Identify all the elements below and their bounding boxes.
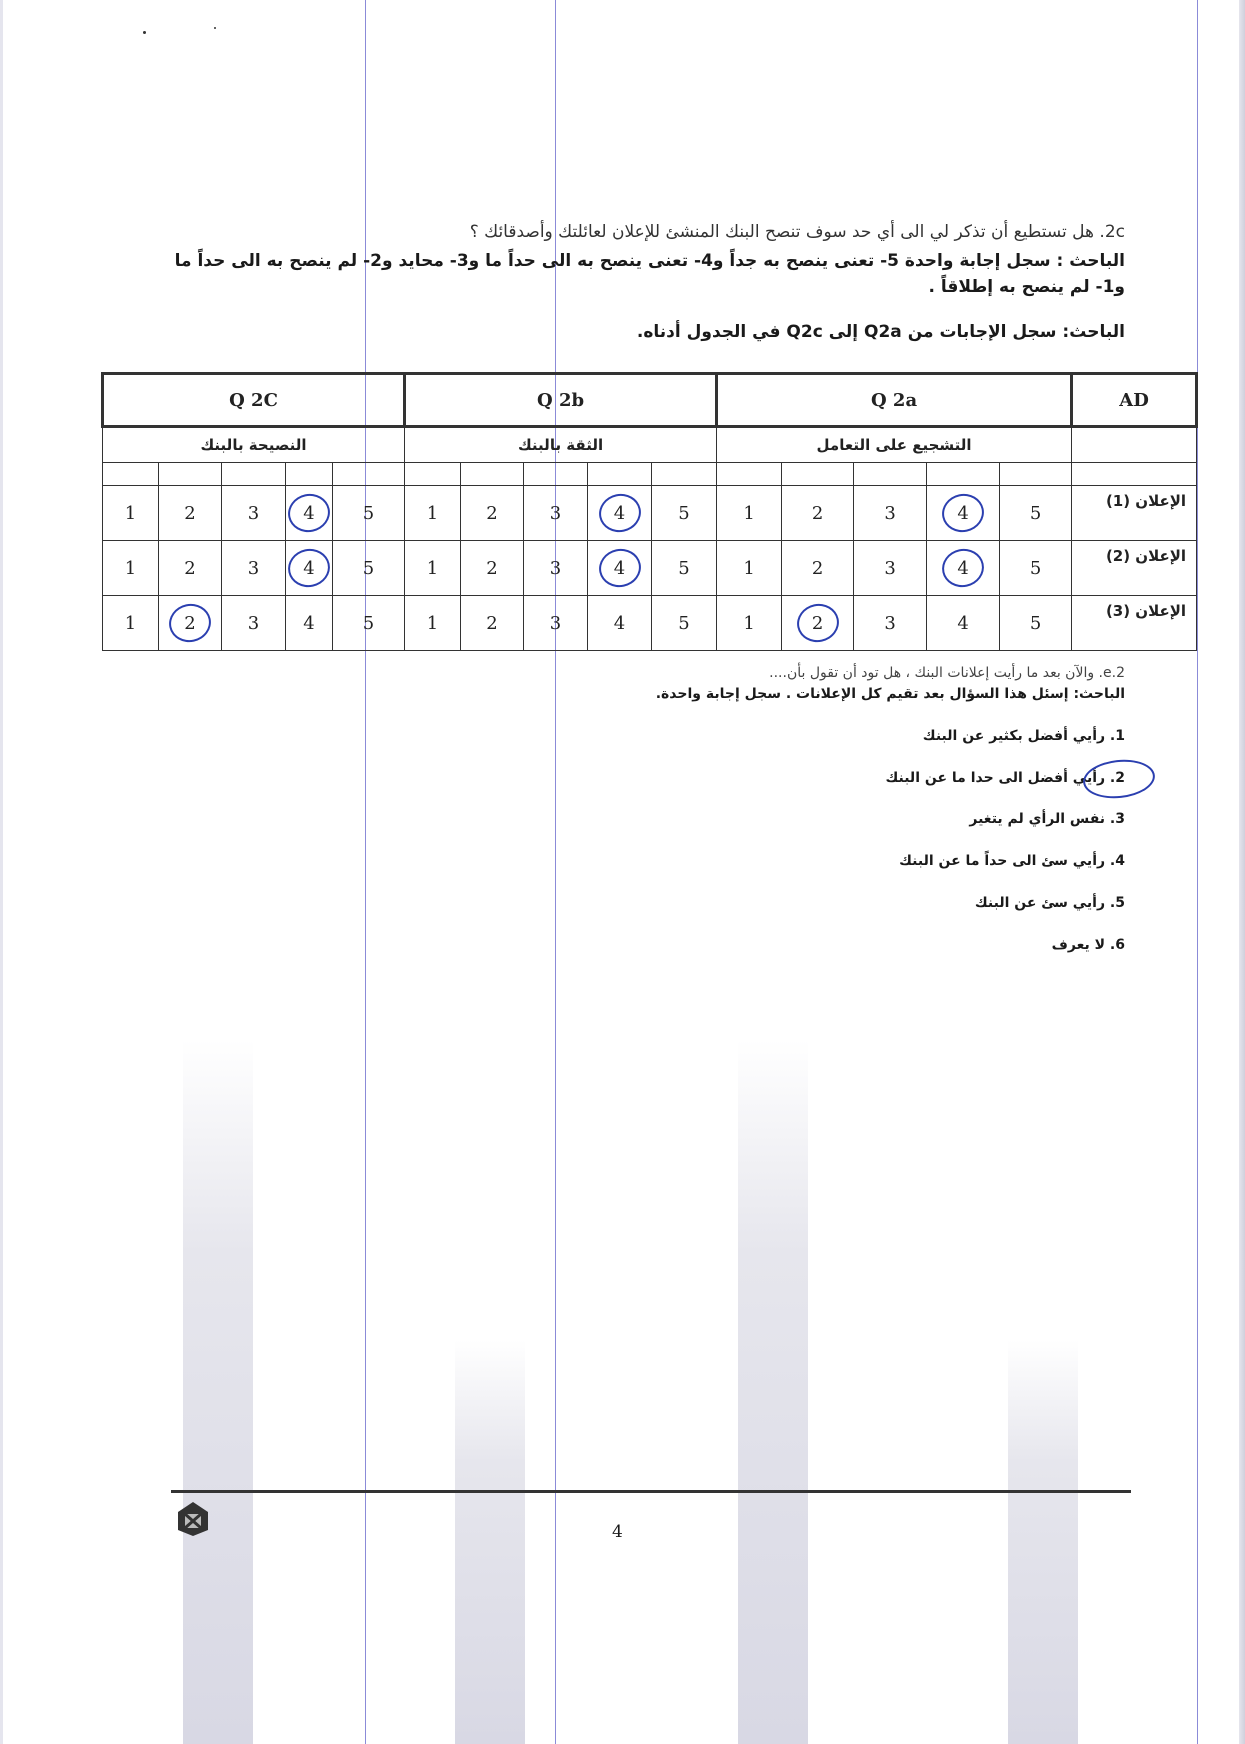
- q2b-scale-cell[interactable]: 1: [405, 596, 461, 651]
- q2c-scale-cell[interactable]: 4: [286, 541, 333, 596]
- q2b-scale-cell[interactable]: 4: [588, 541, 652, 596]
- q2a-scale-cell[interactable]: 5: [1000, 596, 1072, 651]
- scan-speck: [214, 27, 216, 29]
- q2e-option[interactable]: 5. رأيي سئ عن البنك: [974, 895, 1125, 911]
- q2c-instruction: الباحث : سجل إجابة واحدة 5- تعنى ينصح به جداً و4- تعنى ينصح به الى حداً ما و3- محايد و2- لم ينصح به الى حداً ما و1- لم ينصح به إطلاقاً .: [174, 251, 1125, 297]
- ad-header: AD: [1072, 374, 1197, 427]
- q2c-question: 2c. هل تستطيع أن تذكر لي الى أي حد سوف تنصح البنك المنشئ للإعلان لعائلتك وأصدقائك ؟: [469, 222, 1125, 242]
- q2e-option[interactable]: 3. نفس الرأي لم يتغير: [969, 811, 1125, 827]
- scan-band: [738, 1040, 808, 1744]
- q2c-scale-cell[interactable]: 3: [222, 541, 286, 596]
- q2b-scale-cell[interactable]: 1: [405, 541, 461, 596]
- q2b-subtitle: الثقة بالبنك: [405, 427, 717, 463]
- q2b-scale-cell[interactable]: 5: [652, 596, 717, 651]
- q2a-subtitle: التشجيع على التعامل: [717, 427, 1072, 463]
- responses-table: [101, 372, 1198, 651]
- scan-right-border: [1239, 0, 1245, 1744]
- q2c-scale-cell[interactable]: 1: [103, 486, 159, 541]
- q2e-option[interactable]: 6. لا يعرف: [1051, 937, 1125, 953]
- q2c-scale-cell[interactable]: 2: [159, 541, 222, 596]
- q2e-question: 2.e. والآن بعد ما رأيت إعلانات البنك ، هل تود أن تقول بأن....: [769, 665, 1125, 681]
- q2a-scale-cell[interactable]: 4: [927, 486, 1000, 541]
- ad-row-label: الإعلان (1): [1072, 486, 1197, 541]
- table-row: [103, 596, 1197, 651]
- q2a-scale-cell[interactable]: 2: [782, 596, 854, 651]
- q2c-scale-cell[interactable]: 5: [333, 541, 405, 596]
- q2c-scale-cell[interactable]: 2: [159, 486, 222, 541]
- q2b-scale-cell[interactable]: 2: [461, 486, 524, 541]
- q2a-scale-cell[interactable]: 3: [854, 486, 927, 541]
- scan-band: [455, 1340, 525, 1744]
- scan-speck: [143, 31, 146, 34]
- scan-band: [183, 1040, 253, 1744]
- q2b-scale-cell[interactable]: 2: [461, 596, 524, 651]
- q2b-scale-cell[interactable]: 1: [405, 486, 461, 541]
- q2c-scale-cell[interactable]: 4: [286, 596, 333, 651]
- q2a-scale-cell[interactable]: 1: [717, 541, 782, 596]
- ad-row-label: الإعلان (3): [1072, 596, 1197, 651]
- q2b-scale-cell[interactable]: 3: [524, 541, 588, 596]
- q2c-scale-cell[interactable]: 2: [159, 596, 222, 651]
- q2c-scale-cell[interactable]: 3: [222, 486, 286, 541]
- q2b-scale-cell[interactable]: 4: [588, 596, 652, 651]
- page-number: 4: [612, 1522, 623, 1542]
- q2a-scale-cell[interactable]: 4: [927, 596, 1000, 651]
- scan-left-border: [0, 0, 3, 1744]
- table-row: [103, 486, 1197, 541]
- q2a-scale-cell[interactable]: 4: [927, 541, 1000, 596]
- footer-rule: [171, 1490, 1131, 1493]
- q2b-scale-cell[interactable]: 5: [652, 541, 717, 596]
- scan-line: [1197, 0, 1198, 1744]
- q2b-scale-cell[interactable]: 2: [461, 541, 524, 596]
- q2a-scale-cell[interactable]: 1: [717, 596, 782, 651]
- q2a-scale-cell[interactable]: 3: [854, 541, 927, 596]
- q2e-option[interactable]: 1. رأيي أفضل بكثير عن البنك: [922, 728, 1125, 744]
- q2b-scale-cell[interactable]: 5: [652, 486, 717, 541]
- q2c-scale-cell[interactable]: 3: [222, 596, 286, 651]
- q2b-scale-cell[interactable]: 3: [524, 486, 588, 541]
- q2e-instruction: الباحث: إسئل هذا السؤال بعد تقيم كل الإعلانات . سجل إجابة واحدة.: [655, 686, 1125, 702]
- q2a-scale-cell[interactable]: 3: [854, 596, 927, 651]
- q2e-option[interactable]: 2. رأيي أفضل الى حدا ما عن البنك: [885, 770, 1125, 786]
- ad-row-label: الإعلان (2): [1072, 541, 1197, 596]
- q2a-scale-cell[interactable]: 5: [1000, 486, 1072, 541]
- q2b-scale-cell[interactable]: 4: [588, 486, 652, 541]
- q2c-scale-cell[interactable]: 4: [286, 486, 333, 541]
- q2a-scale-cell[interactable]: 1: [717, 486, 782, 541]
- record-instruction: الباحث: سجل الإجابات من Q2a إلى Q2c في الجدول أدناه.: [636, 322, 1125, 342]
- q2a-header: Q 2a: [717, 374, 1072, 427]
- scan-band: [1008, 1340, 1078, 1744]
- q2b-header: Q 2b: [405, 374, 717, 427]
- q2c-subtitle: النصيحة بالبنك: [103, 427, 405, 463]
- ad-subtitle-empty: [1072, 427, 1197, 463]
- q2e-option[interactable]: 4. رأيي سئ الى حداً ما عن البنك: [899, 853, 1125, 869]
- q2b-scale-cell[interactable]: 3: [524, 596, 588, 651]
- q2a-scale-cell[interactable]: 2: [782, 486, 854, 541]
- q2c-scale-cell[interactable]: 5: [333, 596, 405, 651]
- q2a-scale-cell[interactable]: 2: [782, 541, 854, 596]
- q2a-scale-cell[interactable]: 5: [1000, 541, 1072, 596]
- q2c-scale-cell[interactable]: 1: [103, 596, 159, 651]
- q2c-scale-cell[interactable]: 1: [103, 541, 159, 596]
- company-logo-icon: [176, 1500, 210, 1538]
- q2c-scale-cell[interactable]: 5: [333, 486, 405, 541]
- q2c-header: Q 2C: [103, 374, 405, 427]
- table-row: [103, 541, 1197, 596]
